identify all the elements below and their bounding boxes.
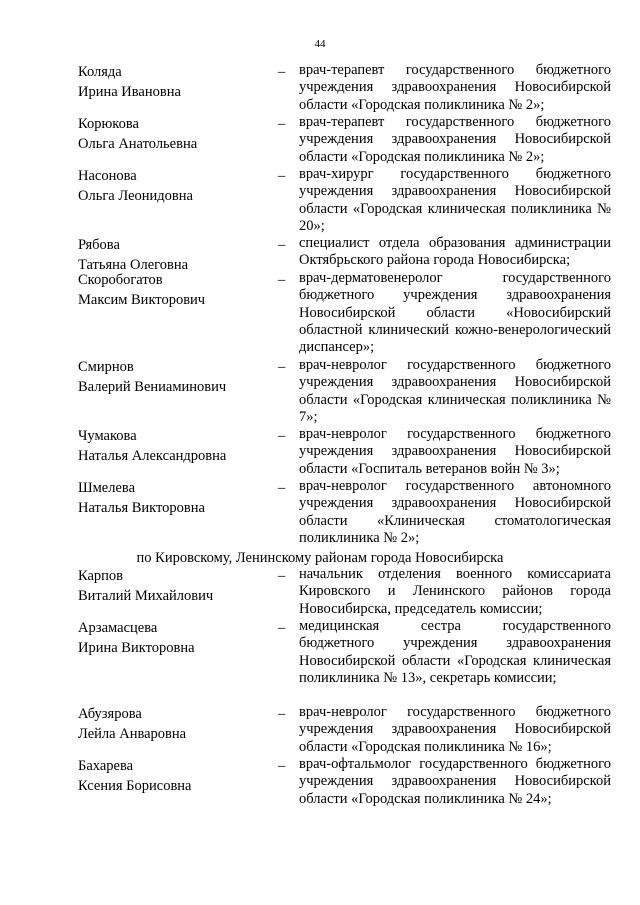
given-names: Наталья Викторовна [78,500,205,516]
member-name [78,478,286,518]
member-role: врач-дерматовенеролог государственного бюджетного учреждения здравоохранения Новосибирской области «Новосибирский областной клинический кожно-венерологический диспансер»; [299,270,611,356]
given-names: Татьяна Олеговна [78,257,189,273]
member-name [78,566,286,606]
separator-dash: – [278,64,286,80]
member-role: врач-офтальмолог государственного бюджетного учреждения здравоохранения Новосибирской области «Городская поликлиника № 24»; [299,756,611,807]
member-role: врач-невролог государственного бюджетного учреждения здравоохранения Новосибирской области «Госпиталь ветеранов войн № 3»; [299,426,611,477]
separator-dash: – [278,706,286,722]
separator-dash: – [278,428,286,444]
given-names: Ксения Борисовна [78,778,192,794]
surname: Коляда [78,64,122,80]
member-role: специалист отдела образования администрации Октябрьского района города Новосибирска; [299,235,611,269]
surname: Шмелева [78,480,136,496]
surname: Карпов [78,568,124,584]
surname: Скоробогатов [78,272,163,288]
surname: Абузярова [78,706,142,722]
separator-dash: – [278,758,286,774]
member-role: врач-невролог государственного бюджетного учреждения здравоохранения Новосибирской области «Городская клиническая поликлиника № 7»; [299,357,611,425]
given-names: Лейла Анваровна [78,726,187,742]
member-role: начальник отделения военного комиссариата Кировского и Ленинского районов города Новосибирска, председатель комиссии; [299,566,611,617]
separator-dash: – [278,480,286,496]
separator-dash: – [278,272,286,288]
given-names: Ирина Викторовна [78,640,195,656]
surname: Корюкова [78,116,139,132]
surname: Арзамасцева [78,620,158,636]
separator-dash: – [278,359,286,375]
member-name [78,618,286,658]
separator-dash: – [278,620,286,636]
given-names: Ирина Ивановна [78,84,181,100]
section-heading: по Кировскому, Ленинскому районам города Новосибирска [136,550,504,566]
separator-dash: – [278,568,286,584]
given-names: Максим Викторович [78,292,206,308]
separator-dash: – [278,237,286,253]
member-name [78,357,286,397]
surname: Чумакова [78,428,137,444]
member-role: медицинская сестра государственного бюджетного учреждения здравоохранения Новосибирской области «Городская клиническая поликлиника № 13», секретарь комиссии; [299,618,611,686]
member-name [78,704,286,744]
member-role: врач-терапевт государственного бюджетного учреждения здравоохранения Новосибирской области «Городская поликлиника № 2»; [299,62,611,113]
surname: Смирнов [78,359,134,375]
given-names: Виталий Михайлович [78,588,214,604]
separator-dash: – [278,116,286,132]
member-name [78,270,286,310]
member-role: врач-терапевт государственного бюджетного учреждения здравоохранения Новосибирской области «Городская поликлиника № 2»; [299,114,611,165]
given-names: Наталья Александровна [78,448,227,464]
member-role: врач-хирург государственного бюджетного учреждения здравоохранения Новосибирской области «Городская клиническая поликлиника № 20»; [299,166,611,234]
separator-dash: – [278,168,286,184]
surname: Рябова [78,237,120,253]
member-name [78,756,286,796]
surname: Бахарева [78,758,134,774]
member-name [78,62,286,102]
member-name [78,166,286,206]
given-names: Валерий Вениаминович [78,379,227,395]
given-names: Ольга Леонидовна [78,188,193,204]
member-name [78,235,286,275]
member-role: врач-невролог государственного автономного учреждения здравоохранения Новосибирской области «Клиническая стоматологическая поликлиника № 2»; [299,478,611,546]
member-name [78,114,286,154]
surname: Насонова [78,168,137,184]
member-role: врач-невролог государственного бюджетного учреждения здравоохранения Новосибирской области «Городская поликлиника № 16»; [299,704,611,755]
page-number: 44 [314,38,326,50]
member-name [78,426,286,466]
given-names: Ольга Анатольевна [78,136,198,152]
